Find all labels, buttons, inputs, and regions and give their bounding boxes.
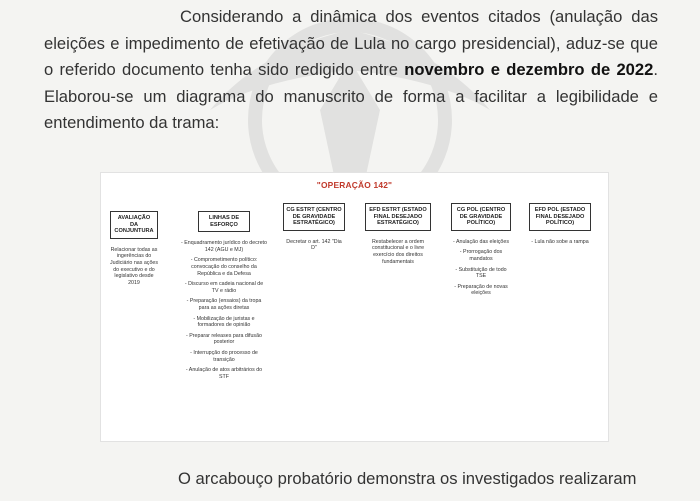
column-item: - Anulação de atos arbitrários do STF: [185, 367, 263, 380]
column-cg-pol: [451, 203, 511, 301]
intro-paragraph: Considerando a dinâmica dos eventos citados (anulação das eleições e impedimento de efetivação de Lula no cargo presidencial), aduz-se que o referido documento tenha sido redigido entre novembro e dezembro de 2022. Elaborou-se um diagrama do manuscrito de forma a facilitar a legibilidade e entendimento da trama:: [44, 7, 658, 132]
date-range: novembro e dezembro de 2022: [404, 60, 654, 79]
column-item: - Preparar releases para difusão posterior: [186, 332, 262, 346]
column-cg-estrt: [283, 203, 345, 256]
column-item: Restabelecer a ordem constitucional e o livre exercício dos direitos fundamentais: [371, 238, 425, 265]
column-item: - Mobilização de juristas e formadores de opinião: [193, 315, 255, 329]
column-item: - Prorrogação dos mandatos: [459, 249, 503, 262]
column-item: - Substituição de todo TSE: [455, 266, 507, 280]
column-item: - Interrupção do processo de transição: [190, 349, 258, 363]
column-item: - Comprometimento político: convocação do conselho da República e da Defesa: [190, 257, 258, 277]
column-item: - Anulação das eleições: [453, 238, 509, 245]
column-item: - Enquadramento jurídico do decreto 142 (AGU e MJ): [181, 240, 267, 253]
column-item: - Preparação de novas eleições: [454, 283, 508, 297]
column-efd-pol: [529, 203, 591, 249]
operation-diagram: [100, 172, 609, 442]
column-linhas-de-esforco: [181, 211, 267, 384]
column-header: CG POL (CENTRO DE GRAVIDADE POLÍTICO): [451, 203, 511, 231]
column-avaliacao: [109, 211, 159, 290]
column-header: LINHAS DE ESFORÇO: [198, 211, 250, 232]
diagram-title: "OPERAÇÃO 142": [316, 180, 393, 190]
column-efd-estrt: [365, 203, 431, 269]
column-item: - Lula não sobe a rampa: [531, 238, 589, 245]
column-item: Decretar o art. 142 "Dia D": [286, 238, 342, 252]
column-header: EFD ESTRT (ESTADO FINAL DESEJADO ESTRATÉGICO): [365, 203, 431, 231]
closing-paragraph: O arcabouço probatório demonstra os investigados realizaram: [178, 469, 637, 488]
column-item: Relacionar todas as ingerências do Judiciário nas ações do executivo e do legislativo desde 2019: [110, 246, 158, 286]
column-item: - Discurso em cadeia nacional de TV e rádio: [184, 281, 264, 294]
column-item: - Preparação (ensaios) da tropa para as ações diretas: [186, 298, 262, 311]
column-header: AVALIAÇÃO DA CONJUNTURA: [110, 211, 158, 239]
column-header: CG ESTRT (CENTRO DE GRAVIDADE ESTRATÉGICO): [283, 203, 345, 231]
column-header: EFD POL (ESTADO FINAL DESEJADO POLÍTICO): [529, 203, 591, 231]
